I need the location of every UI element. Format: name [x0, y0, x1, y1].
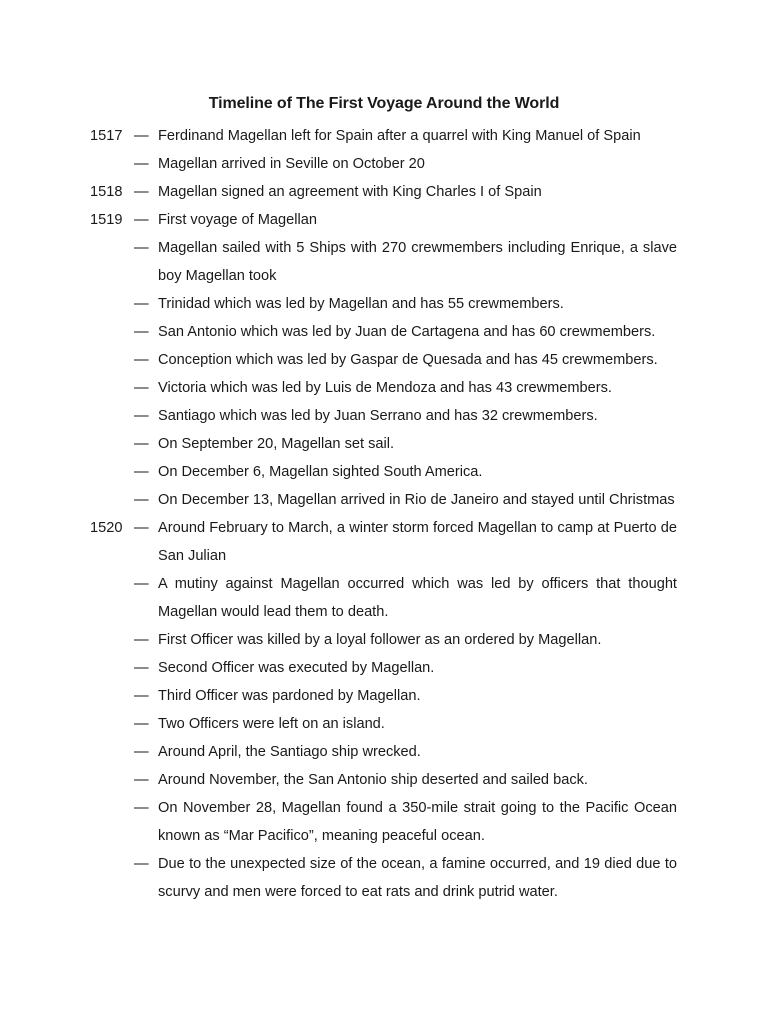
timeline-entry: [90, 794, 690, 850]
em-dash: —: [134, 296, 149, 312]
timeline-entry: [90, 430, 690, 458]
em-dash: —: [134, 212, 149, 228]
em-dash: —: [134, 128, 149, 144]
entry-text: Ferdinand Magellan left for Spain after a quarrel with King Manuel of Spain: [158, 128, 641, 144]
entry-text: First voyage of Magellan: [158, 212, 317, 228]
entry-text: A mutiny against Magellan occurred which was led by officers that thought Magellan would lead them to death.: [158, 576, 677, 620]
entry-text: Third Officer was pardoned by Magellan.: [158, 688, 421, 704]
timeline-list: [90, 122, 690, 906]
timeline-entry: [90, 766, 690, 794]
em-dash: —: [134, 772, 149, 788]
timeline-entry: [90, 486, 690, 514]
entry-text: Magellan signed an agreement with King Charles I of Spain: [158, 184, 542, 200]
entry-year: 1518: [90, 184, 123, 200]
em-dash: —: [134, 240, 149, 256]
em-dash: —: [134, 380, 149, 396]
em-dash: —: [134, 688, 149, 704]
entry-year: 1519: [90, 212, 123, 228]
timeline-entry: [90, 122, 690, 150]
timeline-entry: [90, 738, 690, 766]
entry-text: Around April, the Santiago ship wrecked.: [158, 744, 421, 760]
timeline-entry: [90, 710, 690, 738]
em-dash: —: [134, 352, 149, 368]
entry-year: 1517: [90, 128, 123, 144]
timeline-entry: [90, 346, 690, 374]
entry-text: Magellan arrived in Seville on October 20: [158, 156, 425, 172]
em-dash: —: [134, 716, 149, 732]
timeline-entry: [90, 654, 690, 682]
timeline-entry: [90, 290, 690, 318]
em-dash: —: [134, 856, 149, 872]
timeline-entry: [90, 178, 690, 206]
em-dash: —: [134, 520, 149, 536]
em-dash: —: [134, 156, 149, 172]
entry-text: Two Officers were left on an island.: [158, 716, 385, 732]
entry-text: San Antonio which was led by Juan de Cartagena and has 60 crewmembers.: [158, 324, 656, 340]
em-dash: —: [134, 408, 149, 424]
em-dash: —: [134, 464, 149, 480]
entry-text: On December 6, Magellan sighted South America.: [158, 464, 483, 480]
document-title: Timeline of The First Voyage Around the World: [208, 95, 560, 112]
timeline-entry: [90, 318, 690, 346]
em-dash: —: [134, 632, 149, 648]
em-dash: —: [134, 436, 149, 452]
entry-text: Second Officer was executed by Magellan.: [158, 660, 435, 676]
timeline-entry: [90, 206, 690, 234]
entry-text: Magellan sailed with 5 Ships with 270 crewmembers including Enrique, a slave boy Magellan took: [158, 240, 677, 284]
entry-text: Victoria which was led by Luis de Mendoza and has 43 crewmembers.: [158, 380, 612, 396]
em-dash: —: [134, 576, 149, 592]
entry-text: Due to the unexpected size of the ocean, a famine occurred, and 19 died due to scurvy and men were forced to eat rats and drink putrid water.: [158, 856, 677, 900]
em-dash: —: [134, 492, 149, 508]
entry-text: Around November, the San Antonio ship deserted and sailed back.: [158, 772, 588, 788]
timeline-entry: [90, 234, 690, 290]
entry-text: Trinidad which was led by Magellan and has 55 crewmembers.: [158, 296, 564, 312]
entry-text: On November 28, Magellan found a 350-mile strait going to the Pacific Ocean known as “Mar Pacifico”, meaning peaceful ocean.: [158, 800, 677, 844]
timeline-entry: [90, 402, 690, 430]
em-dash: —: [134, 800, 149, 816]
entry-text: Santiago which was led by Juan Serrano and has 32 crewmembers.: [158, 408, 598, 424]
entry-text: Around February to March, a winter storm forced Magellan to camp at Puerto de San Julian: [158, 520, 677, 564]
timeline-entry: [90, 850, 690, 906]
em-dash: —: [134, 184, 149, 200]
entry-year: 1520: [90, 520, 123, 536]
timeline-entry: [90, 626, 690, 654]
entry-text: Conception which was led by Gaspar de Quesada and has 45 crewmembers.: [158, 352, 658, 368]
entry-text: On September 20, Magellan set sail.: [158, 436, 395, 452]
em-dash: —: [134, 324, 149, 340]
em-dash: —: [134, 744, 149, 760]
entry-text: First Officer was killed by a loyal follower as an ordered by Magellan.: [158, 632, 602, 648]
timeline-entry: [90, 514, 690, 570]
timeline-entry: [90, 150, 690, 178]
entry-text: On December 13, Magellan arrived in Rio de Janeiro and stayed until Christmas: [158, 492, 675, 508]
timeline-entry: [90, 570, 690, 626]
timeline-entry: [90, 458, 690, 486]
em-dash: —: [134, 660, 149, 676]
timeline-entry: [90, 682, 690, 710]
timeline-entry: [90, 374, 690, 402]
